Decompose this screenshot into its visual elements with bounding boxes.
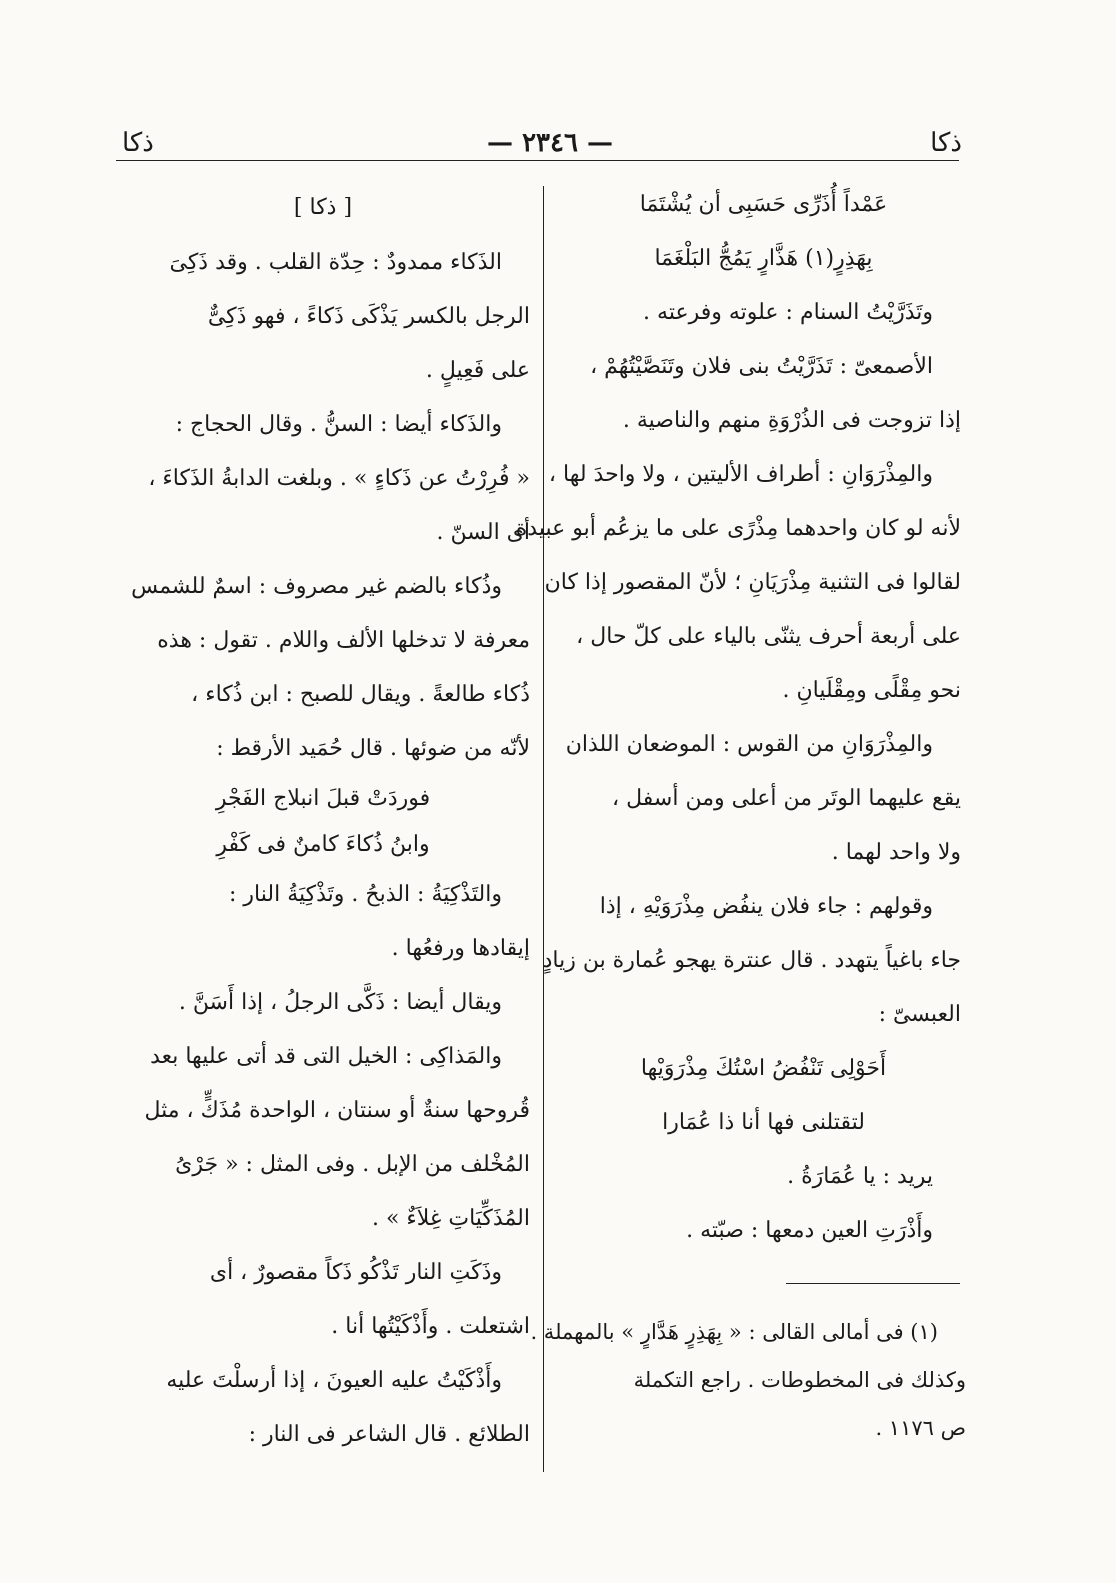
text-line: إذا تزوجت فى الذُرْوَةِ منهم والناصية .	[622, 408, 961, 433]
text-line: وتَذَرَّيْتُ السنام : علوته وفرعته .	[643, 300, 933, 325]
text-line: وأَذْرَتِ العين دمعها : صبّته .	[686, 1218, 933, 1243]
footnote-rule	[786, 1283, 960, 1284]
text-line: لأنه لو كان واحدهما مِذْرًى على ما يزعُم أبو عبيدة	[515, 516, 961, 541]
verse-line: وابنُ ذُكاءَ كامنٌ فى كَفْرِ	[216, 832, 430, 857]
text-line: والذَكاء أيضا : السنُّ . وقال الحجاج :	[175, 412, 502, 437]
text-line: إيقادها ورفعُها .	[391, 936, 530, 961]
column-divider	[543, 186, 544, 1472]
text-line: وذَكَتِ النار تَذْكُو ذَكاً مقصورٌ ، أى	[209, 1260, 502, 1285]
text-line: والمِذْرَوَانِ : أطراف الأليتين ، ولا واحدَ لها ،	[548, 462, 933, 487]
page-number: — ٢٣٤٦ —	[487, 128, 613, 158]
header-rule	[116, 160, 959, 161]
footnote-line: (١) فى أمالى القالى : « بِهَذِرٍ هَدَّارٍ » بالمهملة .	[530, 1320, 938, 1344]
text-line: اشتعلت . وأَذْكَيْتُها أنا .	[331, 1314, 530, 1339]
text-line: وأَذْكَيْتُ عليه العيونَ ، إذا أرسلْتَ عليه	[166, 1368, 502, 1393]
text-line: لأنّه من ضوئها . قال حُمَيد الأرقط :	[216, 736, 530, 761]
text-line: لقالوا فى التثنية مِذْرَيَانِ ؛ لأنّ المقصور إذا كان	[544, 570, 961, 595]
text-line: جاء باغياً يتهدد . قال عنترة يهجو عُمارة بن زيادٍ	[542, 948, 961, 973]
text-line: العبسىّ :	[878, 1002, 961, 1027]
text-line: الأصمعىّ : تَذَرَّيْتُ بنى فلان وتَنَصَّيْتُهُمْ ،	[590, 354, 933, 379]
text-line: يريد : يا عُمَارَةُ .	[787, 1164, 933, 1189]
text-line: نحو مِقْلًى ومِقْلَيانِ .	[782, 678, 961, 703]
text-line: الرجل بالكسر يَذْكَى ذَكاءً ، فهو ذَكِىٌّ	[207, 304, 530, 329]
header-right-keyword: ذكا	[930, 128, 962, 158]
footnote	[530, 1308, 966, 1452]
footnote-line: وكذلك فى المخطوطات . راجع التكملة	[633, 1368, 966, 1392]
text-line: الطلائع . قال الشاعر فى النار :	[248, 1422, 530, 1447]
text-line: ذُكاء طالعةً . ويقال للصبح : ابن ذُكاء ،	[191, 682, 530, 707]
text-line: ولا واحد لهما .	[831, 840, 961, 865]
text-line: الذَكاء ممدودٌ : حِدّة القلب . وقد ذَكِىَ	[169, 250, 502, 275]
verse-line: أَحَوْلِى تَنْفُضُ اسْتُكَ مِذْرَوَيْها	[640, 1056, 887, 1081]
verse-line: عَمْداً أُذَرِّى حَسَبِى أن يُشْتَمَا	[639, 192, 888, 217]
text-line: قُروحها سنةٌ أو سنتان ، الواحدة مُذَكٍّ ، مثل	[144, 1098, 530, 1123]
verse-line: فوردَتْ قبلَ انبلاج الفَجْرِ	[215, 786, 431, 811]
text-line: وقولهم : جاء فلان ينفُض مِذْرَوَيْهِ ، إذا	[599, 894, 933, 919]
right-column	[515, 178, 961, 1258]
text-line: المُخْلف من الإبل . وفى المثل : « جَرْىُ	[175, 1152, 530, 1177]
text-line: « فُرِرْتُ عن ذَكاءٍ » . وبلغت الدابةُ الذَكاءَ ،	[148, 466, 530, 491]
text-line: أى السنّ .	[436, 520, 530, 545]
text-line: على فَعِيلٍ .	[425, 358, 530, 383]
text-line: والتَذْكِيَةُ : الذبحُ . وتَذْكِيَةُ النار :	[229, 882, 502, 907]
text-line: المُذَكِّيَاتِ غِلاَءٌ » .	[371, 1206, 530, 1231]
left-column	[116, 190, 530, 1462]
header-left-keyword: ذكا	[122, 128, 154, 158]
text-line: معرفة لا تدخلها الألف واللام . تقول : هذه	[157, 628, 530, 653]
entry-heading: [ ذكا ]	[293, 195, 353, 220]
verse-line: بِهَذِرٍ(١) هَذَّارٍ يَمُجُّ البَلْغَمَا	[654, 246, 873, 271]
text-line: والمَذاكِى : الخيل التى قد أتى عليها بعد	[150, 1044, 502, 1069]
text-line: يقع عليهما الوتَر من أعلى ومن أسفل ،	[612, 786, 961, 811]
footnote-line: ص ١١٧٦ .	[875, 1416, 966, 1440]
text-line: والمِذْرَوَانِ من القوس : الموضعان اللذان	[565, 732, 933, 757]
text-line: ويقال أيضا : ذَكَّى الرجلُ ، إذا أَسَنَّ .	[178, 990, 502, 1015]
verse-line: لتقتلنى فها أنا ذا عُمَارا	[662, 1110, 865, 1135]
text-line: وذُكاء بالضم غير مصروف : اسمٌ للشمس	[131, 574, 502, 599]
text-line: على أربعة أحرف يثنّى بالياء على كلّ حال ،	[576, 624, 961, 649]
